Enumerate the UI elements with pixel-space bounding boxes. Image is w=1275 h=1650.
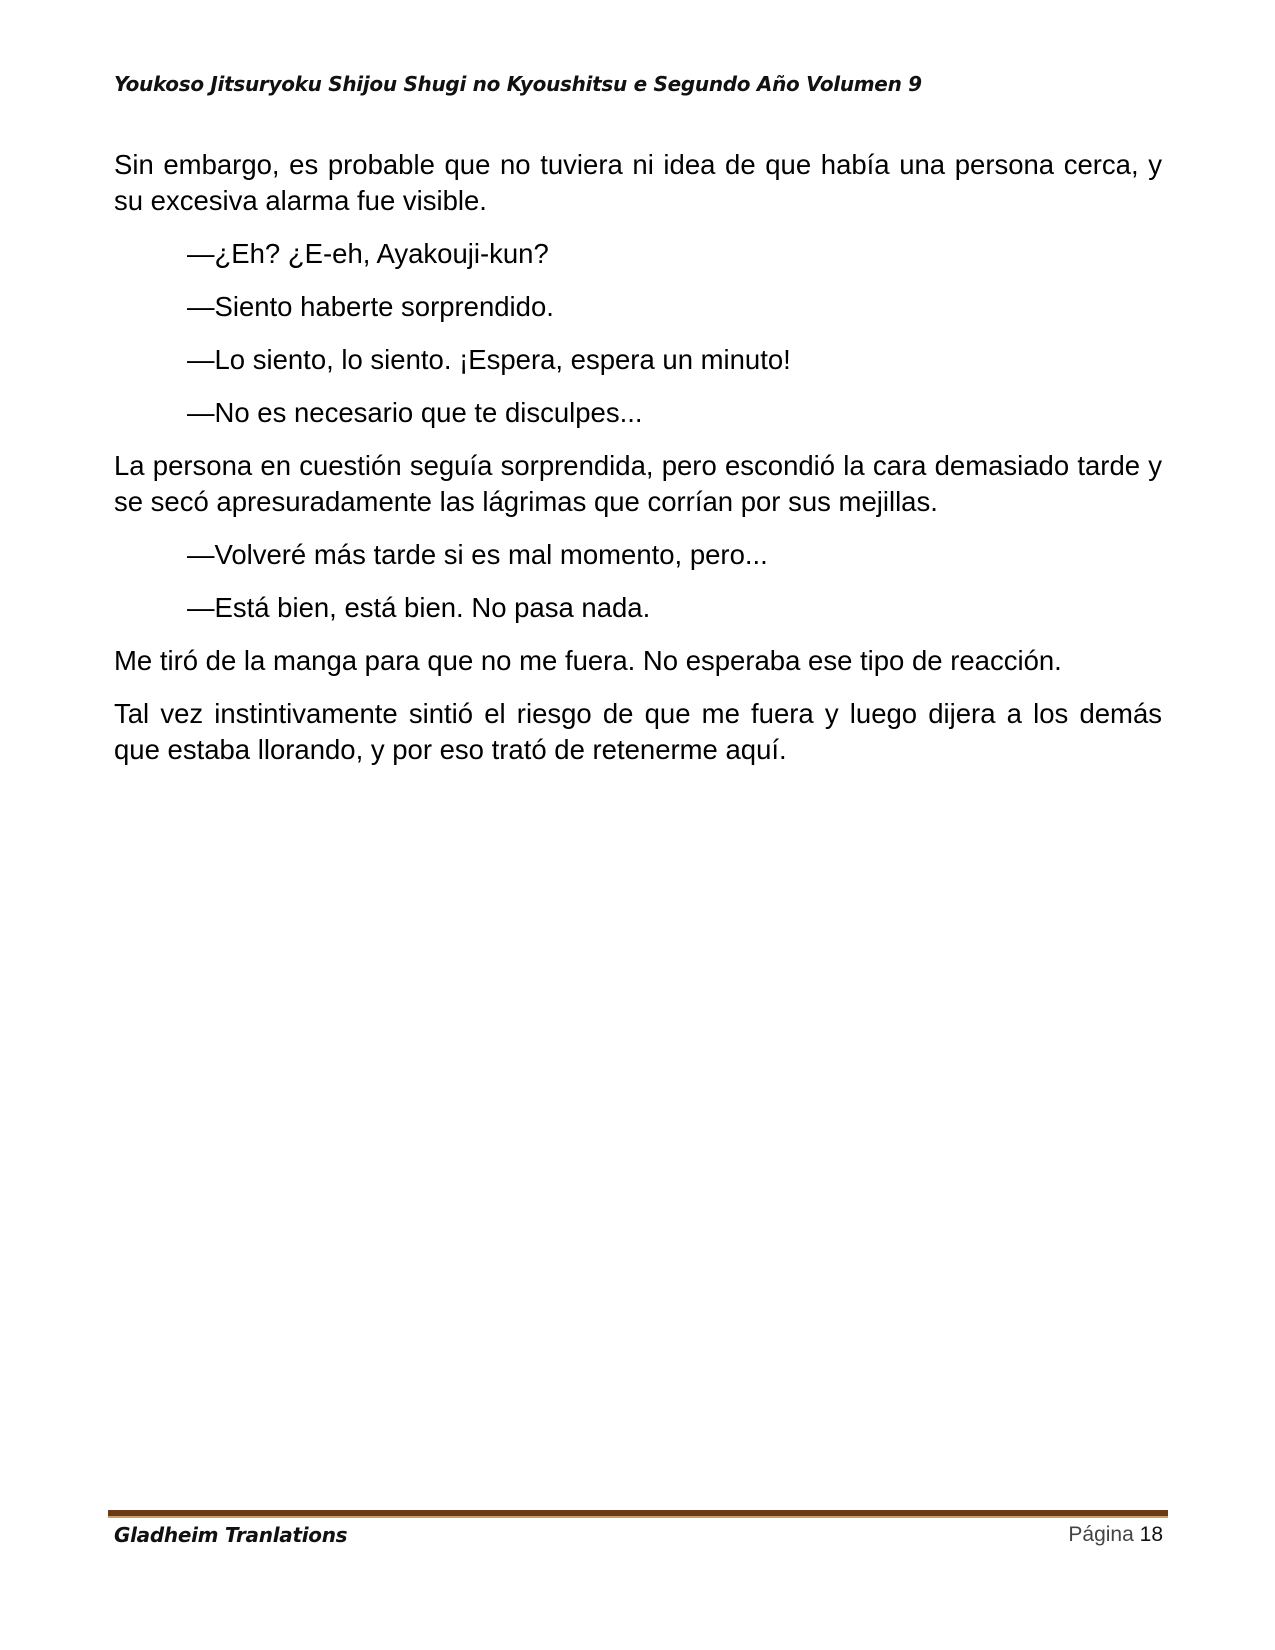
dialogue-line: —Está bien, está bien. No pasa nada. — [187, 592, 651, 623]
page-label: Página — [1068, 1523, 1134, 1546]
footer-divider — [108, 1510, 1168, 1518]
page-number: 18 — [1139, 1523, 1163, 1546]
paragraph: Sin embargo, es probable que no tuviera ni idea de que había una persona cerca, y su excesiva alarma fue visible. — [114, 149, 1162, 216]
dialogue-line: —Lo siento, lo siento. ¡Espera, espera un minuto! — [187, 344, 791, 375]
footer-group-name: Gladheim Tranlations — [114, 1523, 348, 1547]
dialogue-line: —Volveré más tarde si es mal momento, pero... — [187, 539, 768, 570]
paragraph: La persona en cuestión seguía sorprendida, pero escondió la cara demasiado tarde y se secó apresuradamente las lágrimas que corrían por sus mejillas. — [114, 450, 1162, 517]
page-number-block — [1068, 1523, 1163, 1547]
dialogue-line: —No es necesario que te disculpes... — [187, 397, 643, 428]
paragraph: Me tiró de la manga para que no me fuera. No esperaba ese tipo de reacción. — [114, 645, 1062, 676]
dialogue-line: —Siento haberte sorprendido. — [187, 291, 554, 322]
dialogue-line: —¿Eh? ¿E-eh, Ayakouji-kun? — [187, 238, 549, 269]
header-title: Youkoso Jitsuryoku Shijou Shugi no Kyoushitsu e Segundo Año Volumen 9 — [114, 72, 922, 96]
paragraph: Tal vez instintivamente sintió el riesgo de que me fuera y luego dijera a los demás que estaba llorando, y por eso trató de retenerme aquí. — [114, 698, 1162, 765]
body-text — [114, 147, 1162, 785]
